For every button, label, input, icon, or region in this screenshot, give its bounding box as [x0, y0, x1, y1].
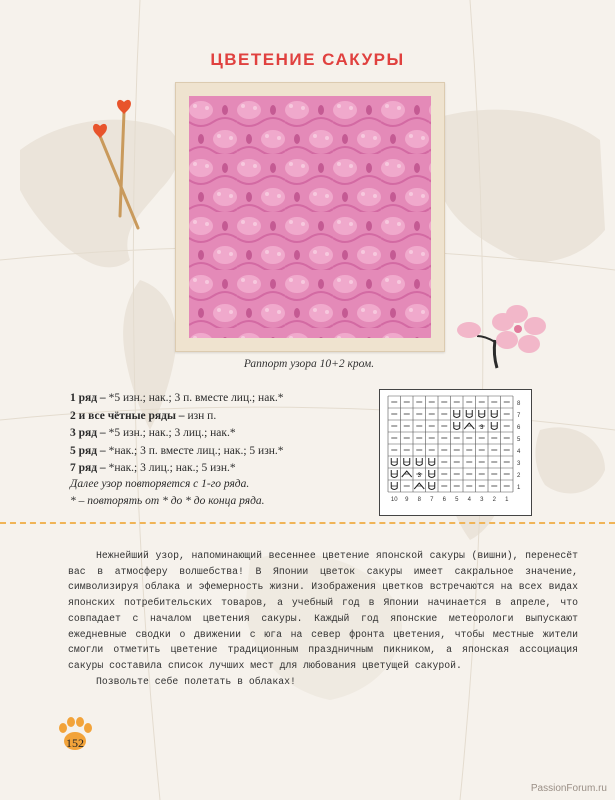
row-text: изн п. — [184, 409, 217, 422]
chart-col-number: 9 — [405, 497, 409, 503]
knitted-swatch-photo — [189, 96, 431, 338]
page-number: 152 — [66, 736, 84, 750]
row-instruction — [70, 390, 370, 408]
swatch-caption: Раппорт узора 10+2 кром. — [243, 358, 375, 370]
row-text: *5 изн.; нак.; 3 лиц.; нак.* — [105, 427, 236, 439]
row-instruction — [70, 443, 370, 461]
row-label: 5 ряд – — [70, 444, 106, 457]
article-paragraph: Позвольте себе полетать в облаках! — [96, 675, 296, 687]
row-text: *нак.; 3 лиц.; нак.; 5 изн.* — [105, 462, 236, 474]
chart-col-number: 5 — [455, 497, 459, 503]
chart-col-number: 1 — [505, 497, 509, 503]
article-paragraph: Нежнейший узор, напоминающий весеннее цветение японской сакуры (вишни), перенесёт вас в атмосферу волшебства! В Японии цветок сакуры имеет сакральное значение, символизируя облака и эфемерность жизни. Изображения цветков встречаются на всех видах японских потребительских товаров, а учебный год в Японии начинается в апреле, что совпадает с началом цветения сакуры. Каждый год японские метеорологи выпускают ежедневные сводки о движении с юга на север фронта цветения, чтобы местные жители смогли отметить цветение традиционным праздничным пикником, а японская ассоциация сакуры составила список лучших мест для любования цветущей сакурой. — [68, 550, 578, 671]
chart-row-number: 5 — [517, 437, 521, 443]
watermark: PassionForum.ru — [530, 783, 607, 794]
row-instruction — [70, 425, 370, 443]
repeat-note: Далее узор повторяется с 1-го ряда. — [70, 478, 250, 490]
chart-row-number: 3 — [517, 461, 521, 467]
row-instruction — [70, 460, 370, 478]
chart-row-number: 6 — [517, 425, 521, 431]
page-title: ЦВЕТЕНИЕ САКУРЫ — [210, 50, 405, 69]
row-text: *5 изн.; нак.; 3 п. вместе лиц.; нак.* — [105, 392, 284, 404]
chart-row-number: 4 — [517, 449, 521, 455]
section-divider — [0, 522, 615, 524]
chart-col-number: 3 — [480, 497, 484, 503]
chart-label: 3 — [480, 425, 484, 431]
row-label: 1 ряд – — [70, 392, 106, 404]
sakura-blossom-icon — [455, 300, 555, 375]
repeat-note: * – повторять от * до * до конца ряда. — [70, 495, 265, 507]
row-text: *нак.; 3 п. вместе лиц.; нак.; 5 изн.* — [105, 444, 284, 457]
chart-row-number: 8 — [517, 401, 521, 407]
chart-col-number: 8 — [417, 497, 421, 503]
row-instructions — [70, 390, 370, 478]
chart-label: 3 — [417, 473, 421, 479]
row-instruction — [70, 408, 370, 426]
chart-col-number: 7 — [430, 497, 434, 503]
chart-col-number: 6 — [442, 497, 446, 503]
knitting-chart — [379, 389, 532, 516]
knitting-needles-icon — [88, 96, 148, 236]
chart-row-number: 1 — [517, 485, 521, 491]
chart-col-number: 4 — [467, 497, 471, 503]
chart-col-number: 10 — [390, 497, 398, 503]
row-label: 3 ряд – — [70, 427, 106, 439]
chart-col-number: 2 — [492, 497, 496, 503]
article-text — [68, 548, 578, 689]
repeat-notes — [70, 476, 370, 510]
chart-row-number: 2 — [517, 473, 521, 479]
chart-row-number: 7 — [517, 413, 521, 419]
knitted-swatch-photo-frame — [175, 82, 445, 352]
row-label: 2 и все чётные ряды – — [70, 409, 185, 422]
row-label: 7 ряд – — [70, 462, 106, 474]
